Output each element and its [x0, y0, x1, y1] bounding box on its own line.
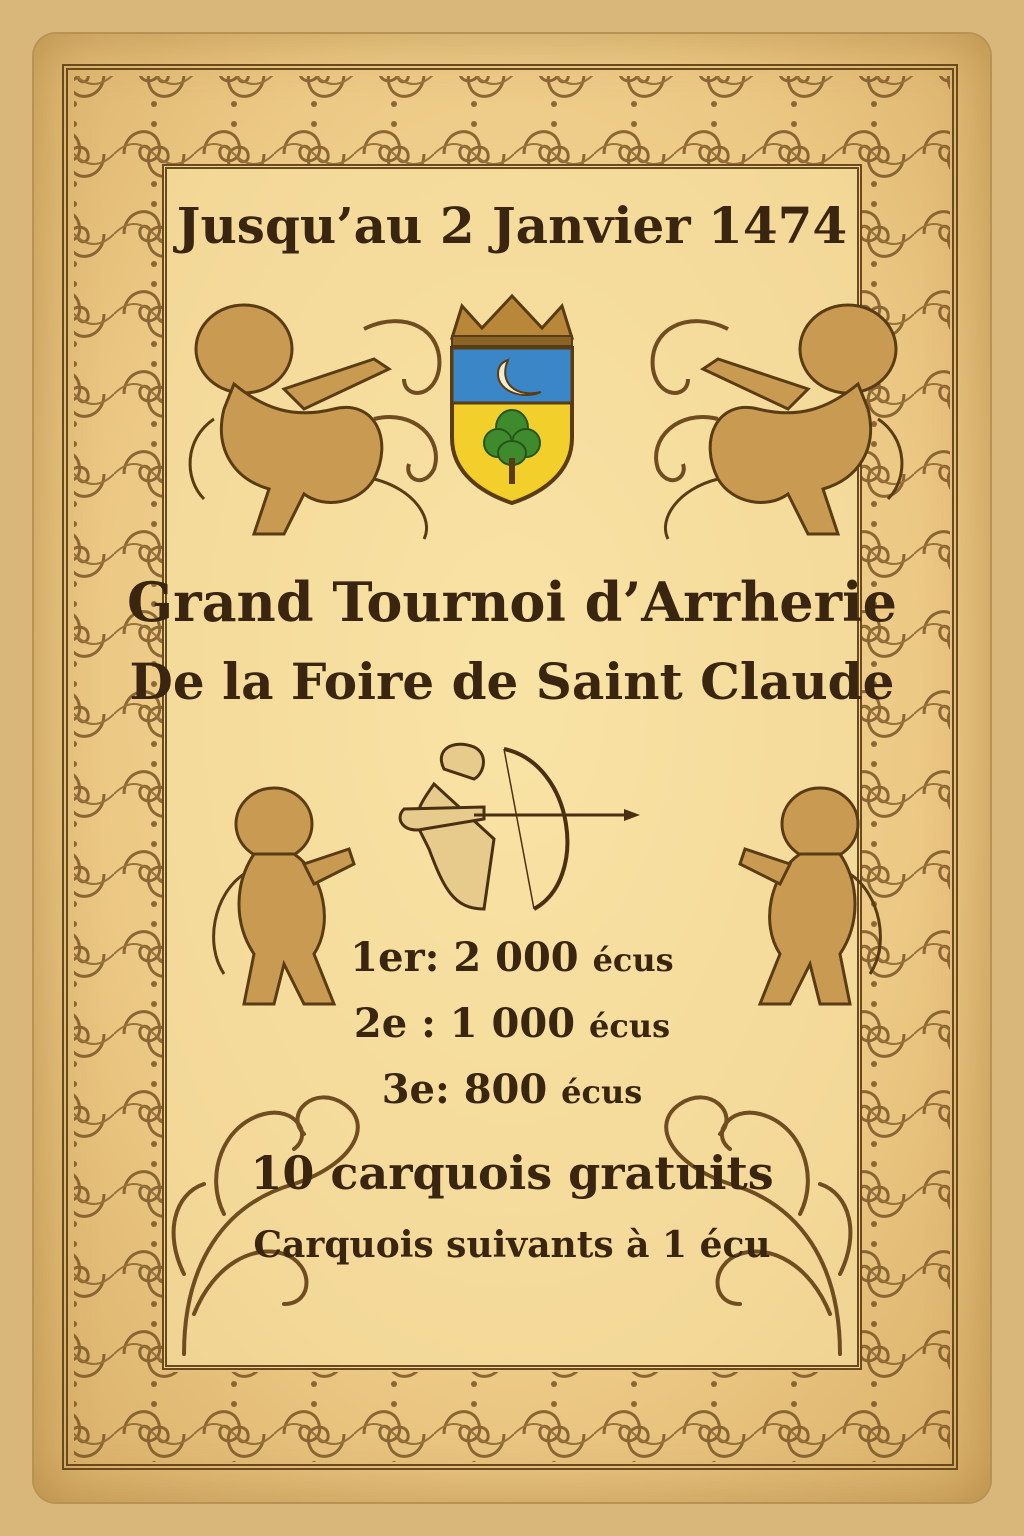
coat-of-arms-icon [422, 288, 602, 508]
free-quivers-line: 10 carquois gratuits [250, 1146, 774, 1200]
title-line-2: De la Foire de Saint Claude [129, 652, 895, 711]
prize-rank: 2e [353, 1000, 408, 1047]
prize-first [34, 934, 990, 981]
lion-icon [628, 289, 918, 549]
additional-quivers-line: Carquois suivants à 1 écu [253, 1224, 771, 1266]
prize-second [34, 1000, 990, 1047]
lion-icon [730, 774, 910, 1024]
archer-icon [384, 739, 644, 919]
prize-amount: 800 [463, 1066, 548, 1113]
prize-third [34, 1066, 990, 1113]
lion-icon [174, 289, 464, 549]
prize-unit: écus [561, 1073, 643, 1111]
title-line-1: Grand Tournoi d’Arrherie [127, 570, 897, 634]
prize-separator: : [407, 1000, 450, 1047]
prize-rank: 3e [381, 1066, 435, 1113]
prize-separator: : [435, 1066, 464, 1113]
tournament-poster [34, 34, 990, 1502]
prize-unit: écus [588, 1007, 671, 1045]
date-line: Jusqu’au 2 Janvier 1474 [176, 196, 848, 255]
lion-icon [184, 774, 364, 1024]
prize-separator: : [424, 934, 454, 981]
prize-unit: écus [592, 941, 674, 979]
prize-rank: 1er [350, 934, 425, 981]
prize-amount: 1 000 [449, 1000, 576, 1047]
prize-amount: 2 000 [453, 934, 579, 981]
